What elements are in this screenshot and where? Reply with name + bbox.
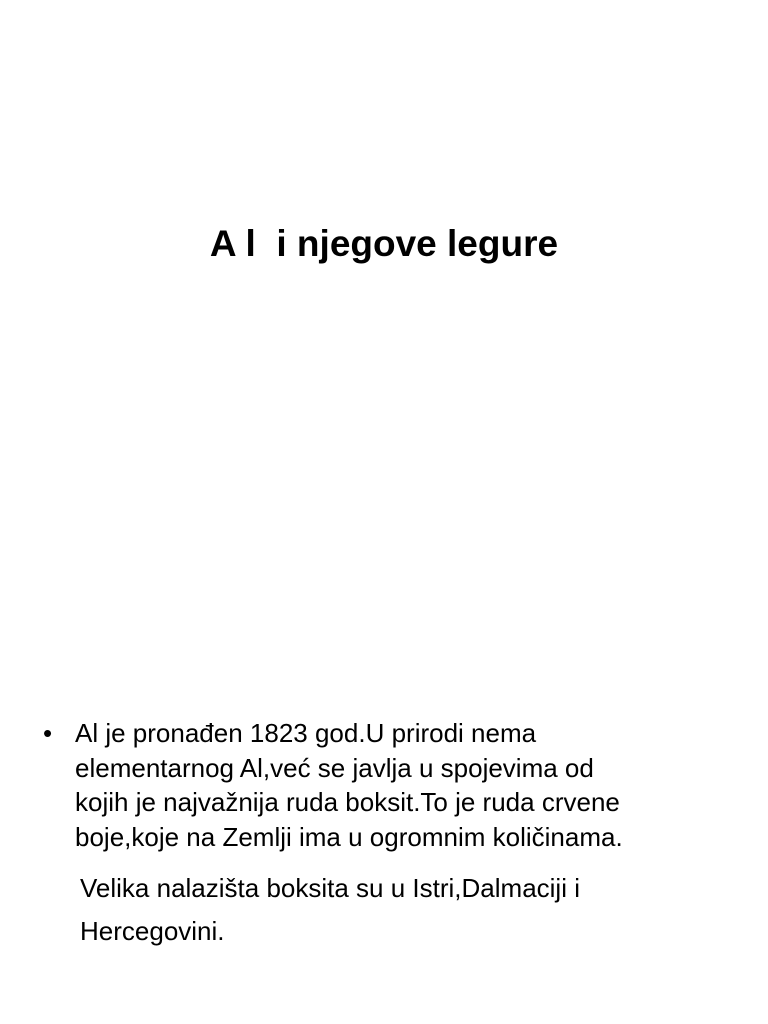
bullet-text-line: kojih je najvažnija ruda boksit.To je ruda crvene: [75, 787, 620, 817]
bullet-marker: •: [43, 718, 53, 748]
bullet-text-line: elementarnog Al,već se javlja u spojevima od: [75, 752, 594, 783]
bullet-text: [75, 716, 623, 854]
bullet-text-line: Al je pronađen 1823 god.U prirodi nema: [75, 718, 537, 748]
continuation-text-line: Velika nalazišta boksita su u Istri,Dalmaciji i: [80, 873, 580, 903]
continuation-text: [80, 867, 580, 953]
bullet-text-line: boje,koje na Zemlji ima u ogromnim količinama.: [75, 821, 623, 852]
slide-title: A l i njegove legure: [209, 223, 559, 264]
continuation-text-line: Hercegovini.: [80, 916, 225, 946]
